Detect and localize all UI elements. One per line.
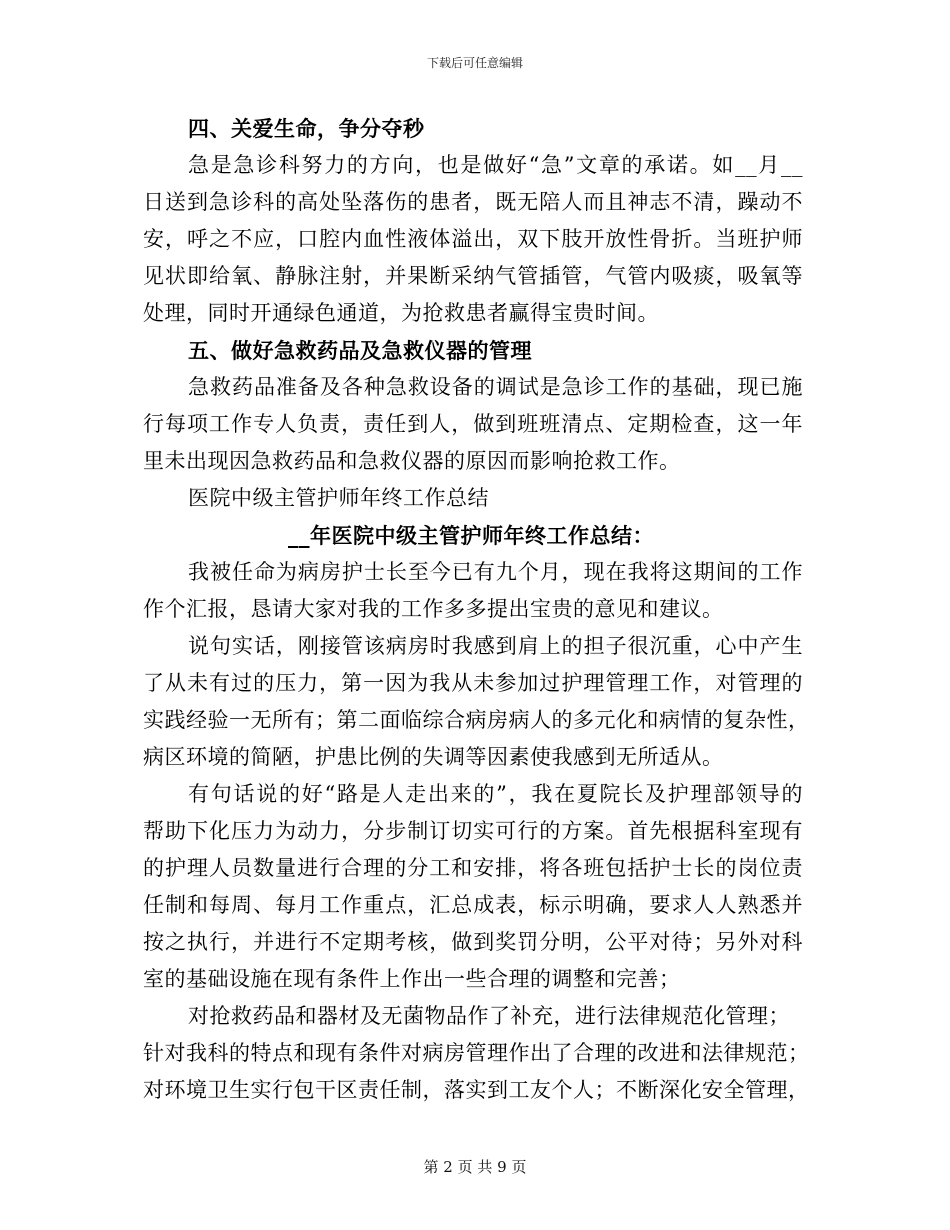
paragraph-line: 按之执行，并进行不定期考核，做到奖罚分明，公平对待；另外对科 <box>143 930 803 954</box>
paragraph-line: 帮助下化压力为动力，分步制订切实可行的方案。首先根据科室现有 <box>143 819 803 843</box>
paragraph-line: 我被任命为病房护士长至今已有九个月，现在我将这期间的工作 <box>188 560 803 584</box>
subtitle-line: 医院中级主管护师年终工作总结 <box>188 486 489 510</box>
section-heading-4: 四、关爱生命，争分夺秒 <box>188 116 425 141</box>
paragraph-line: 作个汇报，恳请大家对我的工作多多提出宝贵的意见和建议。 <box>143 597 724 621</box>
paragraph-line: 对环境卫生实行包干区责任制，落实到工友个人；不断深化安全管理， <box>143 1078 810 1102</box>
paragraph-line: 室的基础设施在现有条件上作出一些合理的调整和完善； <box>143 967 681 991</box>
paragraph-line: 任制和每周、每月工作重点，汇总成表，标示明确，要求人人熟悉并 <box>143 893 803 917</box>
paragraph-line: 处理，同时开通绿色通道，为抢救患者赢得宝贵时间。 <box>143 301 659 325</box>
document-body <box>143 110 810 1109</box>
paragraph-line: 日送到急诊科的高处坠落伤的患者，既无陪人而且神志不清，躁动不 <box>143 190 803 214</box>
paragraph-line: 病区环境的简陋，护患比例的失调等因素使我感到无所适从。 <box>143 745 724 769</box>
paragraph-line: 的护理人员数量进行合理的分工和安排，将各班包括护士长的岗位责 <box>143 856 803 880</box>
paragraph-line: 对抢救药品和器材及无菌物品作了补充，进行法律规范化管理； <box>188 1004 790 1028</box>
page-number: 第 2 页 共 9 页 <box>423 1158 527 1176</box>
paragraph-line: 见状即给氧、静脉注射，并果断采纳气管插管，气管内吸痰，吸氧等 <box>143 264 803 288</box>
paragraph-line: 急是急诊科努力的方向，也是做好“急”文章的承诺。如__月__ <box>188 153 803 177</box>
paragraph-line: 了从未有过的压力，第一因为我从未参加过护理管理工作，对管理的 <box>143 671 803 695</box>
report-title: __年医院中级主管护师年终工作总结： <box>288 523 654 548</box>
paragraph-line: 有句话说的好“路是人走出来的”，我在夏院长及护理部领导的 <box>188 782 803 806</box>
paragraph-line: 说句实话，刚接管该病房时我感到肩上的担子很沉重，心中产生 <box>188 634 803 658</box>
paragraph-line: 里未出现因急救药品和急救仪器的原因而影响抢救工作。 <box>143 449 681 473</box>
paragraph-line: 实践经验一无所有；第二面临综合病房病人的多元化和病情的复杂性， <box>143 708 810 732</box>
paragraph-line: 行每项工作专人负责，责任到人，做到班班清点、定期检查，这一年 <box>143 412 803 436</box>
paragraph-line: 安，呼之不应，口腔内血性液体溢出，双下肢开放性骨折。当班护师 <box>143 227 803 251</box>
paragraph-line: 针对我科的特点和现有条件对病房管理作出了合理的改进和法律规范； <box>143 1041 810 1065</box>
paragraph-line: 急救药品准备及各种急救设备的调试是急诊工作的基础，现已施 <box>188 375 803 399</box>
section-heading-5: 五、做好急救药品及急救仪器的管理 <box>188 338 532 363</box>
header-note: 下载后可任意编辑 <box>426 56 523 70</box>
